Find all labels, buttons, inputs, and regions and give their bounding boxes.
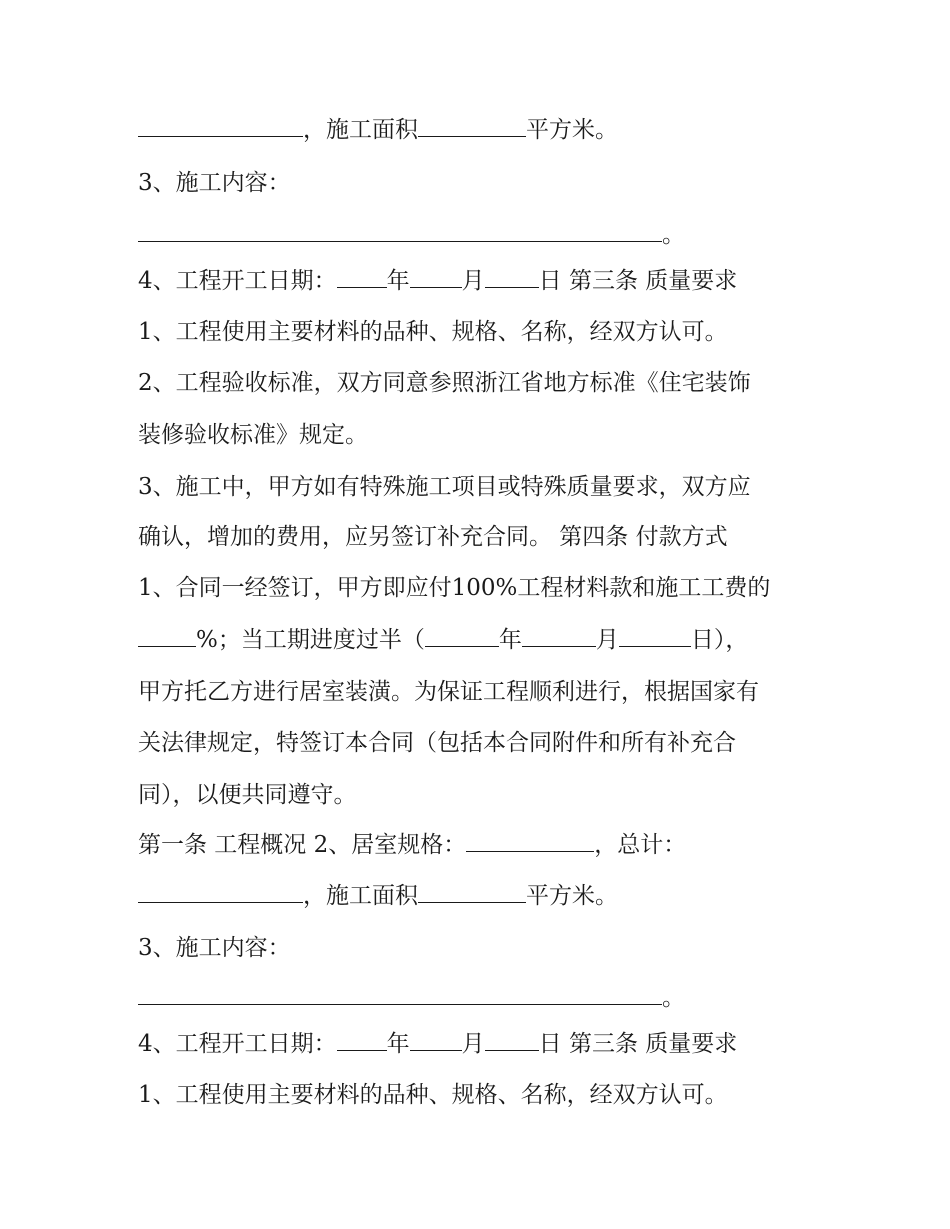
line-text: 。	[662, 985, 685, 1011]
line-text: 年	[498, 627, 522, 653]
line-text: %；当工期进度过半（	[196, 627, 425, 653]
paragraph-line	[138, 933, 291, 963]
fill-in-blank	[410, 267, 462, 288]
paragraph-line	[138, 1029, 737, 1059]
line-text: 确认，增加的费用，应另签订补充合同。 第四条 付款方式	[138, 524, 728, 550]
paragraph-line	[138, 780, 357, 810]
line-text: 3、施工内容：	[138, 170, 291, 196]
line-text: 同），以便共同遵守。	[138, 782, 357, 808]
line-text: 1、合同一经签订，甲方即应付100%工程材料款和施工工费的	[138, 575, 771, 601]
fill-in-blank	[418, 116, 526, 137]
line-text: 4、工程开工日期：	[138, 268, 337, 294]
fill-in-blank	[466, 831, 594, 852]
fill-in-blank	[485, 267, 539, 288]
paragraph-line	[138, 115, 618, 145]
fill-in-blank	[337, 1030, 387, 1051]
line-text: 平方米。	[526, 883, 618, 909]
paragraph-line	[138, 420, 368, 450]
fill-in-blank	[425, 626, 499, 647]
paragraph-line	[138, 220, 685, 250]
fill-in-blank	[410, 1030, 462, 1051]
fill-in-blank	[138, 882, 303, 903]
line-text: 关法律规定，特签订本合同（包括本合同附件和所有补充合	[138, 730, 736, 756]
paragraph-line	[138, 573, 770, 603]
line-text: 。	[662, 222, 685, 248]
line-text: ，施工面积	[303, 883, 418, 909]
line-text: 2、工程验收标准，双方同意参照浙江省地方标准《住宅装饰	[138, 370, 751, 396]
fill-in-blank	[138, 626, 196, 647]
line-text: 月	[595, 627, 619, 653]
line-text: 3、施工内容：	[138, 935, 291, 961]
line-text: 第一条 工程概况 2、居室规格：	[138, 832, 467, 858]
line-text: 甲方托乙方进行居室装潢。为保证工程顺利进行，根据国家有	[138, 679, 759, 705]
paragraph-line	[138, 830, 686, 860]
fill-in-blank	[619, 626, 691, 647]
fill-in-blank	[418, 882, 526, 903]
line-text: 日 第三条 质量要求	[538, 268, 738, 294]
fill-in-blank	[485, 1030, 539, 1051]
paragraph-line	[138, 522, 728, 552]
paragraph-line	[138, 1080, 728, 1110]
fill-in-blank	[522, 626, 596, 647]
paragraph-line	[138, 983, 685, 1013]
paragraph-line	[138, 881, 618, 911]
paragraph-line	[138, 266, 737, 296]
fill-in-blank	[337, 267, 387, 288]
line-text: 日 第三条 质量要求	[538, 1031, 738, 1057]
paragraph-line	[138, 472, 751, 502]
paragraph-line	[138, 625, 748, 655]
line-text: 年	[386, 1031, 410, 1057]
fill-in-blank	[138, 221, 662, 242]
line-text: 月	[461, 1031, 485, 1057]
line-text: 1、工程使用主要材料的品种、规格、名称，经双方认可。	[138, 1082, 728, 1108]
line-text: ，总计：	[594, 832, 687, 858]
paragraph-line	[138, 168, 291, 198]
line-text: 装修验收标准》规定。	[138, 422, 368, 448]
paragraph-line	[138, 728, 736, 758]
line-text: 平方米。	[526, 117, 618, 143]
paragraph-line	[138, 677, 759, 707]
paragraph-line	[138, 317, 728, 347]
line-text: 年	[386, 268, 410, 294]
line-text: 3、施工中，甲方如有特殊施工项目或特殊质量要求，双方应	[138, 474, 751, 500]
line-text: 4、工程开工日期：	[138, 1031, 337, 1057]
line-text: 月	[461, 268, 485, 294]
line-text: 1、工程使用主要材料的品种、规格、名称，经双方认可。	[138, 319, 728, 345]
paragraph-line	[138, 368, 751, 398]
fill-in-blank	[138, 984, 662, 1005]
line-text: 日），	[690, 627, 749, 653]
fill-in-blank	[138, 116, 303, 137]
line-text: ，施工面积	[303, 117, 418, 143]
